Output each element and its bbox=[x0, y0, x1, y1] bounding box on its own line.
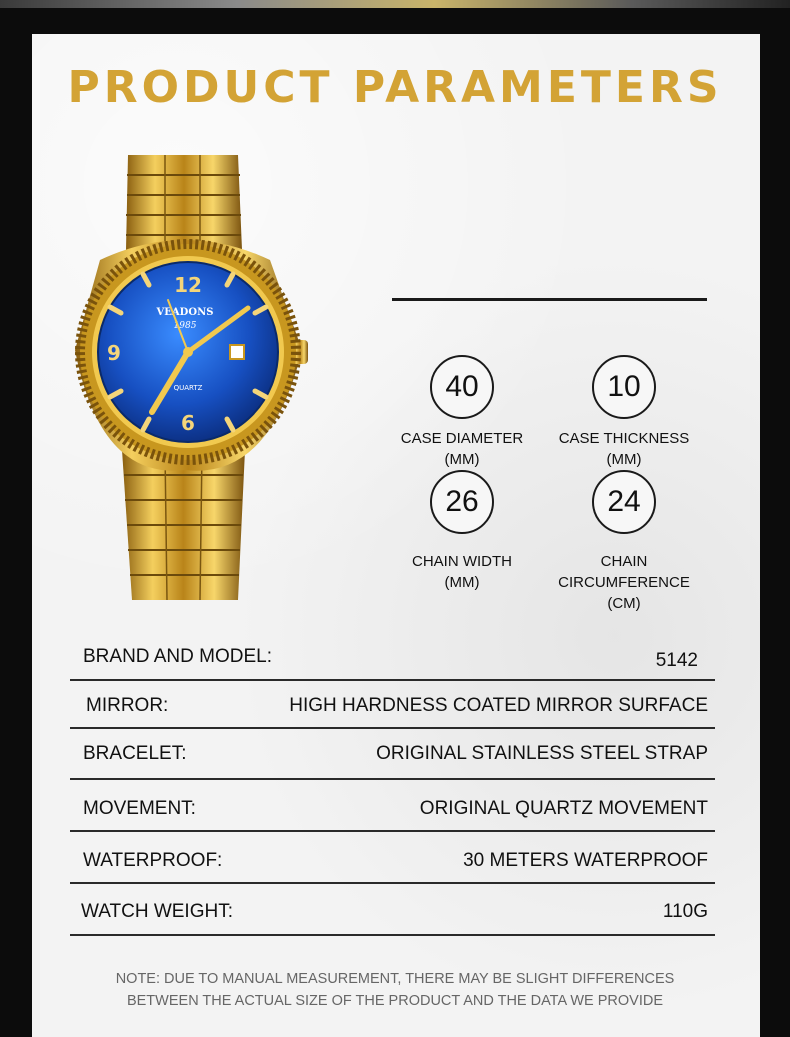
disclaimer-note bbox=[60, 968, 730, 1012]
table-row-mirror bbox=[70, 681, 715, 733]
brand-logo: VEADONS bbox=[156, 307, 214, 318]
spec-value-circle: 26 bbox=[430, 470, 494, 534]
spec-label: CHAIN CIRCUMFERENCE bbox=[558, 553, 690, 591]
top-banner-strip bbox=[0, 0, 790, 8]
row-key: MOVEMENT: bbox=[83, 798, 196, 819]
spec-case-thickness bbox=[534, 355, 714, 470]
dial-quartz-text: QUARTZ bbox=[173, 384, 203, 392]
spec-unit: (CM) bbox=[607, 595, 641, 612]
note-line-2: BETWEEN THE ACTUAL SIZE OF THE PRODUCT AND THE DATA WE PROVIDE bbox=[126, 993, 664, 1009]
row-value: ORIGINAL STAINLESS STEEL STRAP bbox=[376, 743, 708, 764]
note-line-1: NOTE: DUE TO MANUAL MEASUREMENT, THERE MAY BE SLIGHT DIFFERENCES bbox=[115, 971, 675, 987]
brand-year: 1985 bbox=[173, 321, 197, 331]
date-window bbox=[230, 345, 244, 359]
table-row-bracelet bbox=[70, 729, 715, 781]
spec-label: CASE THICKNESS bbox=[558, 430, 690, 447]
spec-value-circle: 40 bbox=[430, 355, 494, 419]
divider-rule bbox=[392, 298, 707, 301]
table-divider bbox=[70, 934, 715, 936]
spec-label: CASE DIAMETER bbox=[400, 430, 524, 447]
spec-value-circle: 24 bbox=[592, 470, 656, 534]
row-key: BRACELET: bbox=[83, 743, 187, 764]
row-key: BRAND AND MODEL: bbox=[83, 646, 272, 667]
table-row-movement bbox=[70, 784, 715, 836]
spec-unit: (MM) bbox=[444, 451, 480, 468]
watch-image bbox=[70, 150, 315, 605]
numeral-6: 6 bbox=[181, 411, 195, 435]
spec-value-circle: 10 bbox=[592, 355, 656, 419]
spec-case-diameter bbox=[372, 355, 552, 470]
page-title: PRODUCT PARAMETERS bbox=[67, 62, 723, 113]
table-row-brand-model bbox=[70, 630, 715, 682]
numeral-9: 9 bbox=[107, 341, 121, 365]
spec-unit: (MM) bbox=[444, 574, 480, 591]
row-key: WATERPROOF: bbox=[83, 850, 223, 871]
table-row-watch-weight bbox=[70, 887, 715, 939]
table-divider bbox=[70, 830, 715, 832]
numeral-12: 12 bbox=[174, 273, 202, 297]
row-key: WATCH WEIGHT: bbox=[81, 901, 233, 922]
row-value: 5142 bbox=[655, 650, 698, 671]
table-divider bbox=[70, 882, 715, 884]
spec-chain-width bbox=[372, 470, 552, 593]
spec-unit: (MM) bbox=[606, 451, 642, 468]
row-key: MIRROR: bbox=[86, 695, 169, 716]
table-row-waterproof bbox=[70, 836, 715, 888]
row-value: 30 METERS WATERPROOF bbox=[463, 850, 708, 871]
row-value: ORIGINAL QUARTZ MOVEMENT bbox=[419, 798, 708, 819]
row-value: 110G bbox=[662, 901, 708, 922]
spec-chain-circumference bbox=[534, 470, 714, 614]
table-divider bbox=[70, 778, 715, 780]
spec-label: CHAIN WIDTH bbox=[412, 553, 512, 570]
row-value: HIGH HARDNESS COATED MIRROR SURFACE bbox=[289, 695, 708, 716]
